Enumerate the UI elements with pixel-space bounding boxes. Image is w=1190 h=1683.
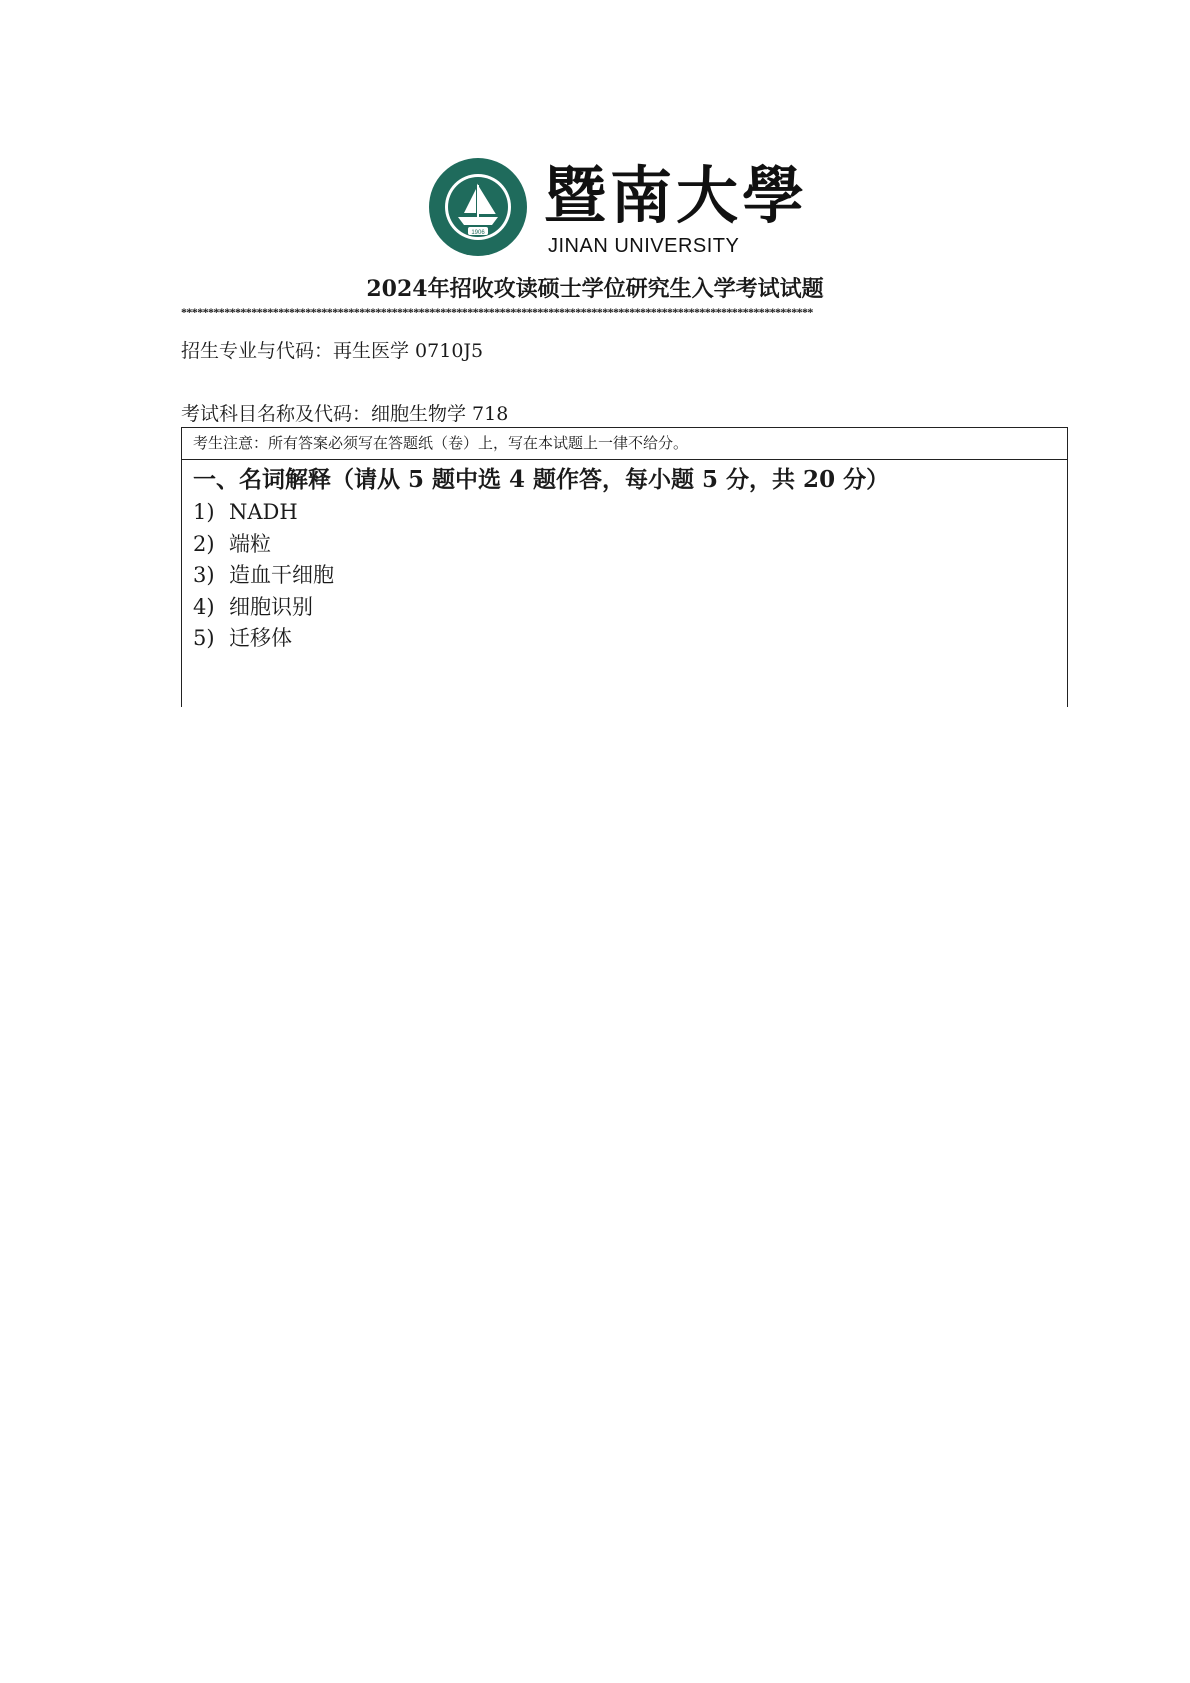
university-name-en: JINAN UNIVERSITY [548, 235, 740, 257]
star-divider: ********************************************************************************************************************* [181, 305, 813, 319]
section-heading: 一、名词解释（请从 5 题中选 4 题作答，每小题 5 分，共 20 分） [193, 466, 890, 493]
subject-label: 考试科目名称及代码： [181, 403, 372, 425]
svg-text:1906: 1906 [471, 230, 485, 236]
question-item [193, 592, 1067, 624]
question-text: 细胞识别 [229, 594, 313, 619]
question-text: NADH [229, 500, 298, 524]
candidate-notice: 考生注意：所有答案必须写在答题纸（卷）上，写在本试题上一律不给分。 [182, 428, 1067, 460]
question-number: 5) [193, 626, 215, 650]
exam-question-box [181, 427, 1068, 707]
subject-value: 细胞生物学 718 [371, 403, 509, 425]
question-text: 端粒 [229, 531, 271, 556]
question-item [193, 623, 1067, 655]
major-value: 再生医学 0710J5 [333, 340, 484, 362]
question-list [182, 497, 1067, 655]
question-number: 1) [193, 500, 215, 524]
question-item [193, 560, 1067, 592]
question-text: 造血干细胞 [229, 563, 334, 587]
university-seal-icon [428, 157, 528, 257]
question-number: 3) [193, 563, 215, 587]
question-number: 4) [193, 594, 215, 619]
university-name-cn: 暨南大學 [544, 159, 809, 232]
major-line [181, 336, 483, 363]
university-logo [428, 157, 809, 257]
question-item [193, 497, 1067, 529]
exam-title: 2024年招收攻读硕士学位研究生入学考试试题 [366, 276, 824, 302]
subject-line [181, 399, 508, 426]
question-item [193, 529, 1067, 561]
question-text: 迁移体 [229, 626, 292, 650]
question-number: 2) [193, 531, 215, 556]
major-label: 招生专业与代码： [181, 340, 334, 362]
